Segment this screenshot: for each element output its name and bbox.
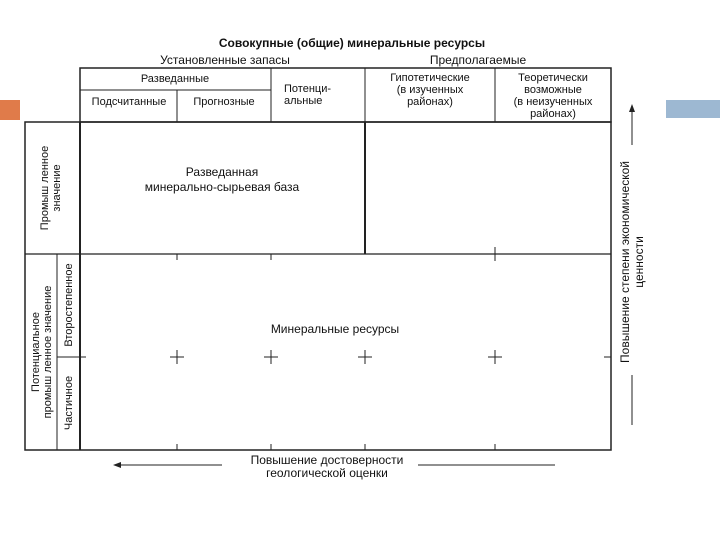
accent-bar-left	[0, 100, 20, 120]
grid-lines	[25, 68, 632, 465]
row-economic-1: Промыш ленное	[39, 145, 51, 231]
col-inferred-2: альные	[284, 95, 323, 107]
col-indicated: Прогнозные	[193, 96, 255, 108]
col-measured: Подсчитанные	[91, 96, 167, 108]
row-secondary: Второстепенное	[63, 263, 75, 347]
col-speculative-2: возможные	[524, 84, 582, 96]
cell-reserve-base-1: Разведанная	[185, 165, 259, 179]
row-economic-2: значение	[51, 164, 63, 212]
diagram-title: Совокупные (общие) минеральные ресурсы	[218, 36, 486, 50]
row-partial: Частичное	[63, 375, 75, 431]
axis-vertical-2: ценности	[632, 236, 646, 288]
cell-reserve-base-2: минерально-сырьевая база	[144, 180, 300, 194]
col-explored: Разведанные	[140, 73, 210, 85]
col-speculative-4: районах)	[530, 108, 576, 120]
col-hypothetical-1: Гипотетические	[390, 72, 470, 84]
row-potential-2: промыш ленное значение	[42, 285, 54, 419]
col-speculative-3: (в неизученных	[513, 96, 593, 108]
axis-vertical-1: Повышение степени экономической	[618, 161, 632, 363]
group-identified: Установленные запасы	[160, 53, 290, 67]
col-hypothetical-2: (в изученных	[396, 84, 464, 96]
col-hypothetical-3: районах)	[407, 96, 453, 108]
arrow-up-icon	[629, 104, 635, 112]
row-potential-1: Потенциальное	[30, 312, 42, 392]
cell-resources: Минеральные ресурсы	[270, 322, 400, 336]
axis-horizontal-2: геологической оценки	[266, 466, 388, 480]
arrow-left-icon	[113, 462, 121, 468]
axis-horizontal-1: Повышение достоверности	[250, 453, 404, 467]
accent-bar-right	[666, 100, 720, 118]
col-speculative-1: Теоретически	[518, 72, 588, 84]
group-undiscovered: Предполагаемые	[429, 53, 527, 67]
col-inferred-1: Потенци-	[284, 83, 331, 95]
